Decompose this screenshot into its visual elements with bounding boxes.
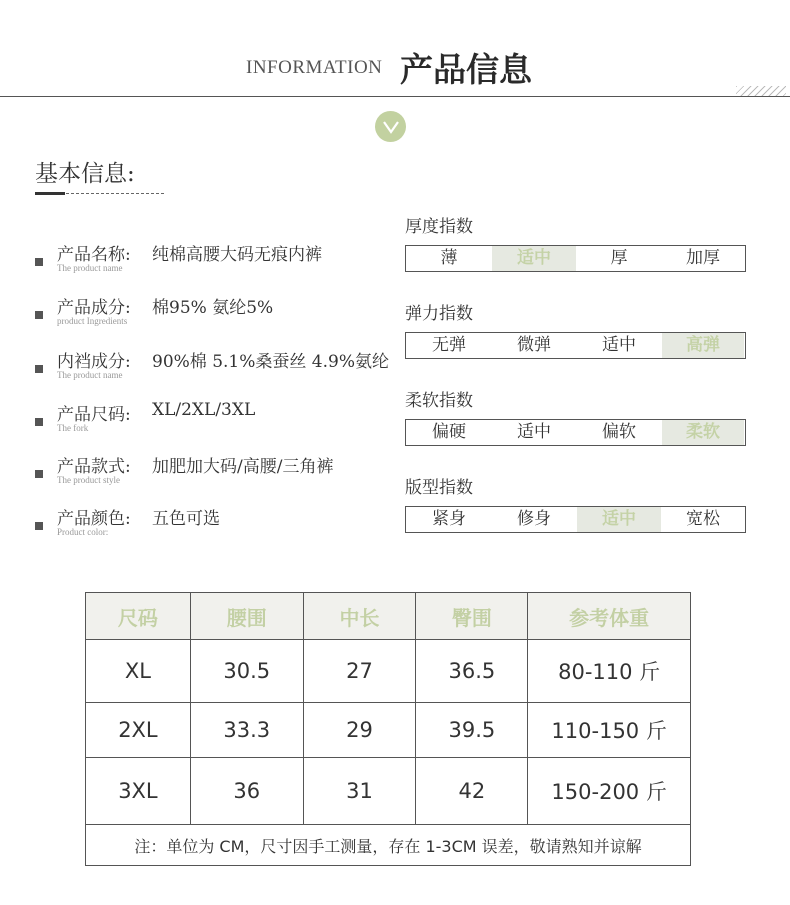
info-label: 产品款式:: [57, 457, 131, 477]
index-option: 微弹: [517, 335, 551, 355]
index-scale: [405, 332, 746, 359]
chevron-down-icon: [375, 111, 406, 142]
index-option: 厚: [610, 248, 628, 268]
table-header-cell: 腰围: [190, 593, 303, 640]
hatch-decoration: [736, 86, 786, 96]
table-cell: 2XL: [86, 703, 191, 758]
info-subtitle: The product name: [57, 370, 123, 380]
table-row: [86, 758, 691, 825]
info-subtitle: The fork: [57, 423, 89, 433]
basic-info-title: 基本信息:: [35, 161, 135, 187]
info-subtitle: Product color:: [57, 527, 109, 537]
table-header-row: [86, 593, 691, 640]
index-title: 厚度指数: [405, 217, 473, 237]
title-underline: [35, 192, 65, 195]
square-bullet-icon: [35, 311, 43, 319]
info-label: 产品颜色:: [57, 509, 131, 529]
table-cell: 27: [303, 640, 416, 703]
list-item: [35, 240, 415, 286]
info-value: 90%棉 5.1%桑蚕丝 4.9%氨纶: [152, 352, 389, 372]
info-label: 产品成分:: [57, 298, 131, 318]
table-cell: 36: [190, 758, 303, 825]
list-item: [35, 293, 415, 339]
index-option-selected: 高弹: [662, 333, 744, 358]
info-subtitle: The product name: [57, 263, 123, 273]
list-item: [35, 400, 415, 446]
table-cell: 36.5: [416, 640, 528, 703]
square-bullet-icon: [35, 365, 43, 373]
index-scale: [405, 419, 746, 446]
square-bullet-icon: [35, 418, 43, 426]
square-bullet-icon: [35, 470, 43, 478]
index-scale: [405, 245, 746, 272]
index-scale: [405, 506, 746, 533]
index-option-selected: 柔软: [662, 420, 744, 445]
index-option: 偏硬: [432, 422, 466, 442]
index-block: [405, 386, 746, 442]
index-option-selected: 适中: [577, 507, 661, 532]
index-option: 薄: [440, 248, 458, 268]
index-block: [405, 299, 746, 355]
header-title-en: INFORMATION: [246, 57, 383, 78]
index-option: 修身: [517, 509, 551, 529]
table-cell: 110-150 斤: [528, 703, 691, 758]
index-option: 适中: [517, 422, 551, 442]
table-header-cell: 臀围: [416, 593, 528, 640]
title-underline-dashed: [66, 193, 164, 194]
table-note-row: [86, 825, 691, 866]
index-title: 柔软指数: [405, 391, 473, 411]
square-bullet-icon: [35, 522, 43, 530]
index-option: 紧身: [432, 509, 466, 529]
table-header-cell: 参考体重: [528, 593, 691, 640]
size-table: [85, 592, 691, 866]
info-value: 五色可选: [152, 509, 220, 529]
info-value: XL/2XL/3XL: [152, 400, 256, 420]
header-title-cn: 产品信息: [400, 50, 532, 89]
info-value: 棉95% 氨纶5%: [152, 298, 274, 318]
info-subtitle: product Ingredients: [57, 316, 128, 326]
index-option: 无弹: [432, 335, 466, 355]
index-title: 版型指数: [405, 478, 473, 498]
table-cell: 29: [303, 703, 416, 758]
table-cell: 31: [303, 758, 416, 825]
table-header-cell: 尺码: [86, 593, 191, 640]
table-cell: 80-110 斤: [528, 640, 691, 703]
list-item: [35, 504, 415, 550]
info-label: 产品名称:: [57, 245, 131, 265]
info-label: 产品尺码:: [57, 405, 131, 425]
table-row: [86, 703, 691, 758]
table-cell: 30.5: [190, 640, 303, 703]
list-item: [35, 452, 415, 498]
index-block: [405, 473, 746, 529]
square-bullet-icon: [35, 258, 43, 266]
list-item: [35, 347, 415, 393]
index-block: [405, 212, 746, 268]
index-option: 适中: [602, 335, 636, 355]
index-option: 偏软: [602, 422, 636, 442]
info-value: 加肥加大码/高腰/三角裤: [152, 457, 334, 477]
table-cell: 150-200 斤: [528, 758, 691, 825]
index-title: 弹力指数: [405, 304, 473, 324]
page-header: [0, 40, 790, 98]
info-label: 内裆成分:: [57, 352, 131, 372]
table-header-cell: 中长: [303, 593, 416, 640]
table-cell: 39.5: [416, 703, 528, 758]
table-row: [86, 640, 691, 703]
table-cell: 42: [416, 758, 528, 825]
index-option: 宽松: [686, 509, 720, 529]
table-cell: 33.3: [190, 703, 303, 758]
index-option: 加厚: [686, 248, 720, 268]
table-cell: 3XL: [86, 758, 191, 825]
header-divider: [0, 96, 790, 97]
index-option-selected: 适中: [492, 246, 576, 271]
info-subtitle: The product style: [57, 475, 120, 485]
table-cell: XL: [86, 640, 191, 703]
info-value: 纯棉高腰大码无痕内裤: [152, 245, 322, 265]
table-note: 注：单位为 CM，尺寸因手工测量，存在 1-3CM 误差，敬请熟知并谅解: [86, 825, 691, 866]
